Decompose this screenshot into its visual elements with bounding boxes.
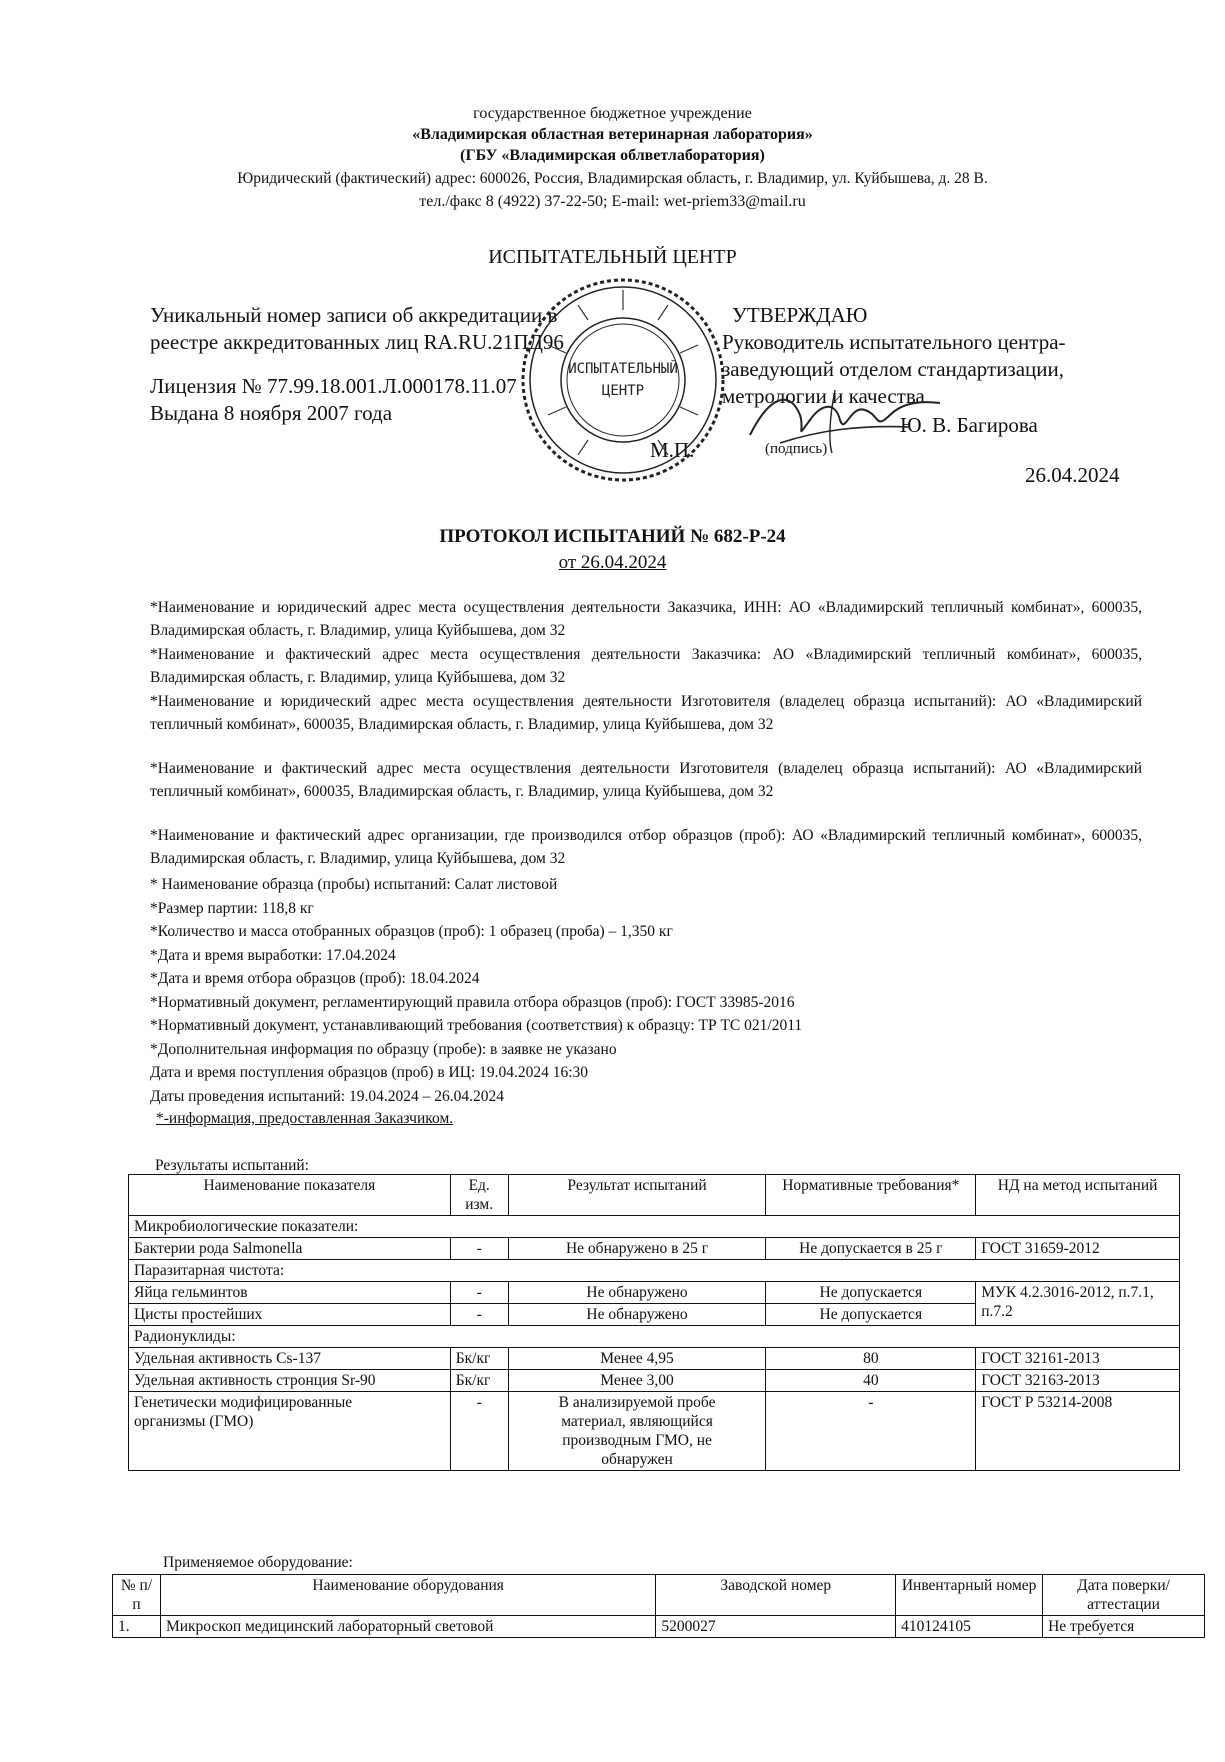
customer-actual-address: *Наименование и фактический адрес места осуществления деятельности Заказчика: АО «Владимирский тепличный комбинат», 600035, Владимирская область, г. Владимир, улица Куйбышева, дом 32 xyxy=(150,646,1142,686)
col-equipment-name: Наименование оборудования xyxy=(160,1575,655,1616)
approval-date: 26.04.2024 xyxy=(1025,463,1120,487)
approval-position-1: Руководитель испытательного центра- xyxy=(722,330,1066,354)
results-caption: Результаты испытаний: xyxy=(155,1157,309,1174)
table-row xyxy=(129,1282,1180,1304)
approval-position-2: заведующий отделом стандартизации, xyxy=(722,357,1065,381)
manufacturer-legal-address: *Наименование и юридический адрес места осуществления деятельности Изготовителя (владелец образца испытаний): АО «Владимирский тепличный комбинат», 600035, Владимирская область, г. Владимир, улица Куйбышева, дом 32 xyxy=(150,693,1142,733)
accreditation-line-2: реестре аккредитованных лиц RA.RU.21ПД96 xyxy=(150,330,564,354)
license-issued: Выдана 8 ноября 2007 года xyxy=(150,401,393,425)
cell: ГОСТ 32163-2013 xyxy=(976,1370,1180,1392)
col-num: № п/п xyxy=(113,1575,161,1616)
equipment-table xyxy=(112,1574,1205,1638)
cell: Не допускается в 25 г xyxy=(766,1238,976,1260)
section-radio: Радионуклиды: xyxy=(129,1326,1180,1348)
cell: Не обнаружено в 25 г xyxy=(508,1238,766,1260)
col-serial: Заводской номер xyxy=(656,1575,896,1616)
cell: Микроскоп медицинский лабораторный световой xyxy=(160,1616,655,1638)
table-row xyxy=(129,1392,1180,1471)
approver-name: Ю. В. Багирова xyxy=(900,413,1038,437)
section-micro: Микробиологические показатели: xyxy=(129,1216,1180,1238)
signature-caption: (подпись) xyxy=(765,441,828,457)
section-row xyxy=(129,1260,1180,1282)
cell: 40 xyxy=(766,1370,976,1392)
cell: Бактерии рода Salmonella xyxy=(129,1238,451,1260)
protocol-date xyxy=(0,549,1225,576)
cell: Удельная активность стронция Sr-90 xyxy=(129,1370,451,1392)
parties-block xyxy=(150,596,1142,871)
lot-size: *Размер партии: 118,8 кг xyxy=(150,899,314,917)
additional-info: *Дополнительная информация по образцу (пробе): в заявке не указано xyxy=(150,1040,617,1058)
equipment-header-row xyxy=(113,1575,1205,1616)
col-unit: Ед. изм. xyxy=(450,1175,508,1216)
sample-quantity: *Количество и масса отобранных образцов (проб): 1 образец (проба) – 1,350 кг xyxy=(150,923,673,940)
cell: 80 xyxy=(766,1348,976,1370)
table-row xyxy=(113,1616,1205,1638)
cell: 410124105 xyxy=(896,1616,1043,1638)
sample-name: * Наименование образца (пробы) испытаний: Салат листовой xyxy=(150,876,558,893)
section-parasite: Паразитарная чистота: xyxy=(129,1260,1180,1282)
org-type: государственное бюджетное учреждение xyxy=(473,105,752,122)
sampling-date: *Дата и время отбора образцов (проб): 18.04.2024 xyxy=(150,970,480,987)
cell: МУК 4.2.3016-2012, п.7.1, п.7.2 xyxy=(976,1282,1180,1326)
sampling-organization: *Наименование и фактический адрес организации, где производился отбор образцов (проб): АО «Владимирский тепличный комбинат», 600035, Владимирская область, г. Владимир, улица Куйбышева, дом 32 xyxy=(150,827,1142,867)
cell: Менее 3,00 xyxy=(508,1370,766,1392)
cell: Генетически модифицированные организмы (ГМО) xyxy=(129,1392,451,1471)
footnote: *-информация, предоставленная Заказчиком. xyxy=(156,1110,454,1127)
col-result: Результат испытаний xyxy=(508,1175,766,1216)
cell: ГОСТ 31659-2012 xyxy=(976,1238,1180,1260)
signature-image xyxy=(740,385,950,455)
cell: - xyxy=(450,1238,508,1260)
cell: Бк/кг xyxy=(450,1370,508,1392)
accreditation-line-1: Уникальный номер записи об аккредитации в xyxy=(150,303,558,327)
sample-fields xyxy=(150,873,802,1108)
license-number: Лицензия № 77.99.18.001.Л.000178.11.07 xyxy=(150,374,517,398)
approval-position-3: метрологии и качества xyxy=(722,384,925,408)
cell: 1. xyxy=(113,1616,161,1638)
customer-legal-address: *Наименование и юридический адрес места осуществления деятельности Заказчика, ИНН: АО «Владимирский тепличный комбинат», 600035, Владимирская область, г. Владимир, улица Куйбышева, дом 32 xyxy=(150,599,1142,639)
cell: Не допускается xyxy=(766,1282,976,1304)
mp-label: М.П. xyxy=(650,438,695,462)
testing-dates: Даты проведения испытаний: 19.04.2024 – 26.04.2024 xyxy=(150,1087,504,1105)
cell: Удельная активность Cs-137 xyxy=(129,1348,451,1370)
cell: Не обнаружено xyxy=(508,1304,766,1326)
cell: Бк/кг xyxy=(450,1348,508,1370)
cell: - xyxy=(450,1282,508,1304)
protocol-title: ПРОТОКОЛ ИСПЫТАНИЙ № 682-Р-24 xyxy=(439,526,786,547)
table-row xyxy=(129,1348,1180,1370)
protocol-date-text: от 26.04.2024 xyxy=(558,552,667,573)
receipt-date: Дата и время поступления образцов (проб) в ИЦ: 19.04.2024 16:30 xyxy=(150,1064,589,1081)
cell: 5200027 xyxy=(656,1616,896,1638)
table-row xyxy=(129,1238,1180,1260)
cell: Не требуется xyxy=(1043,1616,1205,1638)
section-row xyxy=(129,1326,1180,1348)
cell: Яйца гельминтов xyxy=(129,1282,451,1304)
equipment-caption: Применяемое оборудование: xyxy=(163,1554,353,1571)
cell: ГОСТ Р 53214-2008 xyxy=(976,1392,1180,1471)
table-row xyxy=(129,1370,1180,1392)
cell: - xyxy=(450,1304,508,1326)
col-inventory: Инвентарный номер xyxy=(896,1575,1043,1616)
cell: Не допускается xyxy=(766,1304,976,1326)
org-address: Юридический (фактический) адрес: 600026, Россия, Владимирская область, г. Владимир, ул. Куйбышева, д. 28 В. xyxy=(237,170,988,187)
requirements-standard: *Нормативный документ, устанавливающий требования (соответствия) к образцу: ТР ТС 021/2011 xyxy=(150,1017,803,1034)
org-name: «Владимирская областная ветеринарная лаборатория» xyxy=(412,126,813,143)
cell: - xyxy=(450,1392,508,1471)
cell: Цисты простейших xyxy=(129,1304,451,1326)
org-short-name: (ГБУ «Владимирская облветлаборатория) xyxy=(460,147,765,164)
center-title: ИСПЫТАТЕЛЬНЫЙ ЦЕНТР xyxy=(488,246,737,268)
cell: Не обнаружено xyxy=(508,1282,766,1304)
org-contacts: тел./факс 8 (4922) 37-22-50; E-mail: wet-priem33@mail.ru xyxy=(419,193,806,210)
cell: ГОСТ 32161-2013 xyxy=(976,1348,1180,1370)
sampling-standard: *Нормативный документ, регламентирующий правила отбора образцов (проб): ГОСТ 33985-2016 xyxy=(150,993,795,1011)
cell: - xyxy=(766,1392,976,1471)
manufacturer-actual-address: *Наименование и фактический адрес места осуществления деятельности Изготовителя (владелец образца испытаний): АО «Владимирский тепличный комбинат», 600035, Владимирская область, г. Владимир, улица Куйбышева, дом 32 xyxy=(150,760,1142,800)
col-indicator: Наименование показателя xyxy=(129,1175,451,1216)
cell: В анализируемой пробе материал, являющийся производным ГМО, не обнаружен xyxy=(508,1392,766,1471)
svg-text:ЦЕНТР: ЦЕНТР xyxy=(601,383,645,399)
col-norm: Нормативные требования* xyxy=(766,1175,976,1216)
results-header-row xyxy=(129,1175,1180,1216)
stamp-seal xyxy=(518,275,728,485)
cell: Менее 4,95 xyxy=(508,1348,766,1370)
col-verification: Дата поверки/ аттестации xyxy=(1043,1575,1205,1616)
col-method: НД на метод испытаний xyxy=(976,1175,1180,1216)
production-date: *Дата и время выработки: 17.04.2024 xyxy=(150,946,396,964)
svg-text:ИСПЫТАТЕЛЬНЫЙ: ИСПЫТАТЕЛЬНЫЙ xyxy=(568,361,678,377)
results-table xyxy=(128,1174,1180,1471)
section-row xyxy=(129,1216,1180,1238)
approval-heading: УТВЕРЖДАЮ xyxy=(732,303,868,327)
